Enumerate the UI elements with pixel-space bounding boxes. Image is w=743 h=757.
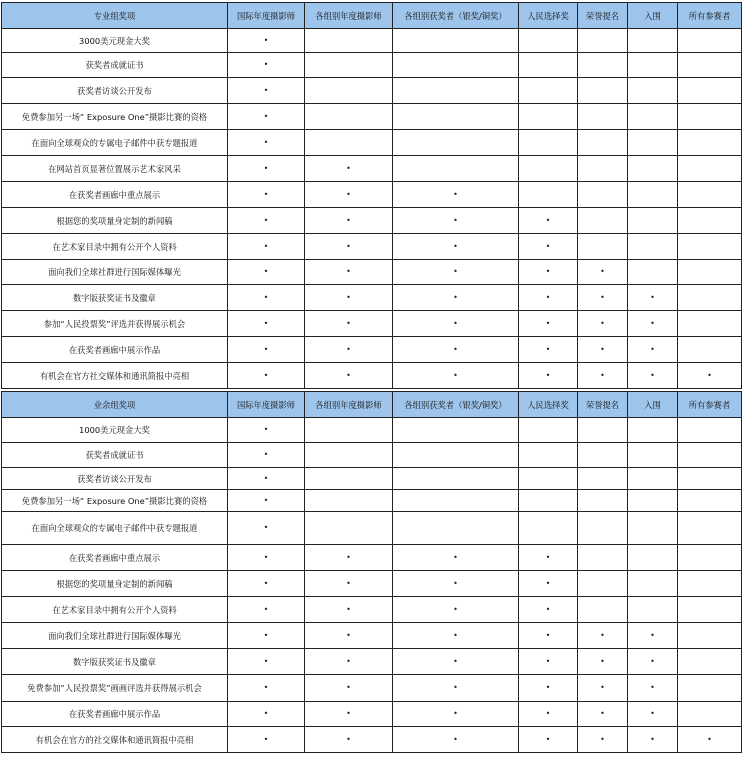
included-mark: •	[228, 418, 305, 443]
table-row	[2, 130, 742, 156]
empty-cell	[628, 571, 678, 597]
empty-cell	[305, 443, 393, 468]
empty-cell	[628, 156, 678, 182]
included-mark: •	[305, 727, 393, 753]
included-mark: •	[628, 337, 678, 363]
included-mark: •	[393, 727, 519, 753]
benefit-label: 在面向全球观众的专属电子邮件中获专题报道	[2, 130, 228, 156]
included-mark: •	[305, 182, 393, 208]
included-mark: •	[305, 337, 393, 363]
empty-cell	[393, 468, 519, 490]
included-mark: •	[228, 623, 305, 649]
empty-cell	[519, 182, 578, 208]
included-mark: •	[228, 597, 305, 623]
table-row	[2, 311, 742, 337]
included-mark: •	[228, 702, 305, 727]
included-mark: •	[393, 675, 519, 702]
included-mark: •	[305, 702, 393, 727]
included-mark: •	[228, 727, 305, 753]
included-mark: •	[228, 208, 305, 234]
included-mark: •	[628, 285, 678, 311]
empty-cell	[519, 418, 578, 443]
benefit-label: 根据您的奖项量身定制的新闻稿	[2, 208, 228, 234]
included-mark: •	[519, 363, 578, 389]
empty-cell	[678, 545, 742, 571]
included-mark: •	[519, 208, 578, 234]
table-row	[2, 727, 742, 753]
column-header-4: 人民选择奖	[519, 3, 578, 29]
benefit-label: 在面向全球观众的专属电子邮件中获专题报道	[2, 512, 228, 545]
included-mark: •	[393, 623, 519, 649]
benefit-label: 在艺术家目录中拥有公开个人资料	[2, 597, 228, 623]
benefit-label: 面向我们全球社群进行国际媒体曝光	[2, 623, 228, 649]
empty-cell	[628, 597, 678, 623]
benefit-label: 有机会在官方社交媒体和通讯简报中亮相	[2, 363, 228, 389]
benefit-label: 获奖者访谈公开发布	[2, 78, 228, 104]
benefit-label: 获奖者成就证书	[2, 53, 228, 78]
included-mark: •	[393, 260, 519, 285]
professional-header-row	[2, 3, 742, 29]
empty-cell	[678, 234, 742, 260]
empty-cell	[305, 104, 393, 130]
included-mark: •	[305, 675, 393, 702]
empty-cell	[678, 53, 742, 78]
column-header-7: 所有参赛者	[678, 3, 742, 29]
empty-cell	[628, 468, 678, 490]
empty-cell	[678, 260, 742, 285]
included-mark: •	[393, 649, 519, 675]
empty-cell	[393, 53, 519, 78]
empty-cell	[578, 545, 628, 571]
included-mark: •	[628, 363, 678, 389]
included-mark: •	[228, 285, 305, 311]
included-mark: •	[519, 675, 578, 702]
included-mark: •	[519, 337, 578, 363]
included-mark: •	[393, 702, 519, 727]
empty-cell	[393, 78, 519, 104]
included-mark: •	[628, 675, 678, 702]
table-row	[2, 571, 742, 597]
empty-cell	[678, 182, 742, 208]
table-row	[2, 623, 742, 649]
included-mark: •	[228, 337, 305, 363]
empty-cell	[578, 130, 628, 156]
column-header-6: 入围	[628, 392, 678, 418]
table-row	[2, 29, 742, 53]
amateur-section-title: 业余组奖项	[2, 392, 228, 418]
included-mark: •	[628, 649, 678, 675]
table-row	[2, 234, 742, 260]
empty-cell	[393, 418, 519, 443]
empty-cell	[519, 443, 578, 468]
empty-cell	[678, 29, 742, 53]
included-mark: •	[678, 727, 742, 753]
included-mark: •	[228, 182, 305, 208]
table-row	[2, 649, 742, 675]
empty-cell	[393, 156, 519, 182]
empty-cell	[305, 512, 393, 545]
column-header-5: 荣誉提名	[578, 3, 628, 29]
empty-cell	[628, 130, 678, 156]
empty-cell	[678, 418, 742, 443]
table-row	[2, 468, 742, 490]
empty-cell	[305, 130, 393, 156]
included-mark: •	[393, 363, 519, 389]
table-row	[2, 490, 742, 512]
empty-cell	[578, 208, 628, 234]
empty-cell	[678, 571, 742, 597]
empty-cell	[519, 78, 578, 104]
included-mark: •	[519, 597, 578, 623]
included-mark: •	[228, 490, 305, 512]
benefit-label: 在网站首页显著位置展示艺术家风采	[2, 156, 228, 182]
included-mark: •	[519, 702, 578, 727]
included-mark: •	[578, 285, 628, 311]
included-mark: •	[393, 571, 519, 597]
benefit-label: 在获奖者画廊中重点展示	[2, 182, 228, 208]
benefit-label: 在获奖者画廊中重点展示	[2, 545, 228, 571]
empty-cell	[628, 104, 678, 130]
included-mark: •	[393, 285, 519, 311]
included-mark: •	[228, 649, 305, 675]
benefit-label: 面向我们全球社群进行国际媒体曝光	[2, 260, 228, 285]
empty-cell	[519, 156, 578, 182]
table-row	[2, 182, 742, 208]
column-header-4: 人民选择奖	[519, 392, 578, 418]
benefit-label: 1000美元现金大奖	[2, 418, 228, 443]
column-header-3: 各组别获奖者（银奖/铜奖）	[393, 3, 519, 29]
included-mark: •	[578, 260, 628, 285]
benefit-label: 根据您的奖项量身定制的新闻稿	[2, 571, 228, 597]
empty-cell	[678, 512, 742, 545]
empty-cell	[678, 443, 742, 468]
included-mark: •	[519, 234, 578, 260]
empty-cell	[578, 512, 628, 545]
included-mark: •	[393, 545, 519, 571]
table-row	[2, 597, 742, 623]
included-mark: •	[519, 260, 578, 285]
empty-cell	[628, 234, 678, 260]
table-row	[2, 53, 742, 78]
included-mark: •	[305, 156, 393, 182]
empty-cell	[305, 78, 393, 104]
empty-cell	[578, 571, 628, 597]
included-mark: •	[228, 363, 305, 389]
benefit-label: 参加“人民投票奖”评选并获得展示机会	[2, 311, 228, 337]
included-mark: •	[228, 675, 305, 702]
empty-cell	[628, 490, 678, 512]
empty-cell	[578, 597, 628, 623]
empty-cell	[678, 468, 742, 490]
empty-cell	[393, 443, 519, 468]
benefit-label: 数字版获奖证书及徽章	[2, 285, 228, 311]
empty-cell	[678, 675, 742, 702]
included-mark: •	[305, 597, 393, 623]
empty-cell	[578, 443, 628, 468]
empty-cell	[678, 702, 742, 727]
included-mark: •	[628, 623, 678, 649]
included-mark: •	[678, 363, 742, 389]
benefit-label: 获奖者成就证书	[2, 443, 228, 468]
included-mark: •	[578, 311, 628, 337]
professional-section-title: 专业组奖项	[2, 3, 228, 29]
included-mark: •	[228, 571, 305, 597]
table-row	[2, 512, 742, 545]
included-mark: •	[393, 182, 519, 208]
empty-cell	[578, 182, 628, 208]
included-mark: •	[228, 545, 305, 571]
table-row	[2, 675, 742, 702]
benefit-label: 免费参加另一场“ Exposure One”摄影比赛的资格	[2, 490, 228, 512]
empty-cell	[678, 208, 742, 234]
column-header-1: 国际年度摄影师	[228, 3, 305, 29]
empty-cell	[678, 623, 742, 649]
included-mark: •	[628, 727, 678, 753]
benefit-label: 免费参加另一场“ Exposure One”摄影比赛的资格	[2, 104, 228, 130]
included-mark: •	[578, 363, 628, 389]
table-row	[2, 208, 742, 234]
included-mark: •	[228, 468, 305, 490]
empty-cell	[678, 78, 742, 104]
included-mark: •	[228, 512, 305, 545]
table-row	[2, 337, 742, 363]
empty-cell	[578, 29, 628, 53]
empty-cell	[519, 29, 578, 53]
empty-cell	[393, 29, 519, 53]
empty-cell	[678, 490, 742, 512]
empty-cell	[628, 53, 678, 78]
included-mark: •	[228, 311, 305, 337]
empty-cell	[628, 29, 678, 53]
included-mark: •	[305, 311, 393, 337]
included-mark: •	[519, 311, 578, 337]
empty-cell	[578, 53, 628, 78]
empty-cell	[678, 337, 742, 363]
empty-cell	[393, 104, 519, 130]
column-header-3: 各组别获奖者（银奖/铜奖）	[393, 392, 519, 418]
included-mark: •	[228, 156, 305, 182]
included-mark: •	[228, 29, 305, 53]
empty-cell	[578, 156, 628, 182]
empty-cell	[578, 490, 628, 512]
empty-cell	[578, 78, 628, 104]
included-mark: •	[305, 208, 393, 234]
empty-cell	[519, 468, 578, 490]
included-mark: •	[578, 727, 628, 753]
included-mark: •	[305, 285, 393, 311]
empty-cell	[305, 468, 393, 490]
empty-cell	[393, 512, 519, 545]
included-mark: •	[228, 104, 305, 130]
empty-cell	[678, 311, 742, 337]
benefit-label: 免费参加“人民投票奖”画画评选并获得展示机会	[2, 675, 228, 702]
table-row	[2, 78, 742, 104]
table-row	[2, 104, 742, 130]
benefit-label: 有机会在官方的社交媒体和通讯简报中亮相	[2, 727, 228, 753]
included-mark: •	[228, 443, 305, 468]
included-mark: •	[519, 623, 578, 649]
empty-cell	[678, 130, 742, 156]
included-mark: •	[393, 234, 519, 260]
column-header-1: 国际年度摄影师	[228, 392, 305, 418]
empty-cell	[519, 512, 578, 545]
empty-cell	[628, 78, 678, 104]
included-mark: •	[519, 545, 578, 571]
table-row	[2, 545, 742, 571]
empty-cell	[628, 418, 678, 443]
amateur-header-row	[2, 392, 742, 418]
empty-cell	[628, 182, 678, 208]
empty-cell	[628, 512, 678, 545]
empty-cell	[678, 285, 742, 311]
empty-cell	[578, 104, 628, 130]
table-row	[2, 260, 742, 285]
column-header-7: 所有参赛者	[678, 392, 742, 418]
included-mark: •	[393, 311, 519, 337]
table-row	[2, 702, 742, 727]
included-mark: •	[228, 78, 305, 104]
empty-cell	[628, 208, 678, 234]
benefit-label: 在获奖者画廊中展示作品	[2, 702, 228, 727]
included-mark: •	[228, 53, 305, 78]
empty-cell	[305, 490, 393, 512]
benefit-label: 在获奖者画廊中展示作品	[2, 337, 228, 363]
empty-cell	[578, 234, 628, 260]
included-mark: •	[305, 363, 393, 389]
empty-cell	[678, 156, 742, 182]
included-mark: •	[578, 649, 628, 675]
benefit-label: 3000美元现金大奖	[2, 29, 228, 53]
empty-cell	[678, 649, 742, 675]
empty-cell	[519, 53, 578, 78]
included-mark: •	[228, 260, 305, 285]
empty-cell	[628, 545, 678, 571]
included-mark: •	[305, 234, 393, 260]
included-mark: •	[305, 260, 393, 285]
empty-cell	[519, 130, 578, 156]
column-header-2: 各组别年度摄影师	[305, 392, 393, 418]
included-mark: •	[578, 337, 628, 363]
empty-cell	[305, 29, 393, 53]
empty-cell	[305, 418, 393, 443]
empty-cell	[678, 597, 742, 623]
included-mark: •	[578, 675, 628, 702]
benefit-label: 在艺术家目录中拥有公开个人资料	[2, 234, 228, 260]
included-mark: •	[393, 337, 519, 363]
included-mark: •	[519, 649, 578, 675]
benefit-label: 获奖者访谈公开发布	[2, 468, 228, 490]
included-mark: •	[393, 597, 519, 623]
included-mark: •	[578, 623, 628, 649]
table-row	[2, 443, 742, 468]
included-mark: •	[228, 234, 305, 260]
empty-cell	[305, 53, 393, 78]
included-mark: •	[628, 702, 678, 727]
table-row	[2, 285, 742, 311]
professional-awards-table	[1, 2, 742, 389]
empty-cell	[519, 104, 578, 130]
column-header-2: 各组别年度摄影师	[305, 3, 393, 29]
amateur-awards-table	[1, 391, 742, 753]
empty-cell	[628, 443, 678, 468]
empty-cell	[519, 490, 578, 512]
table-row	[2, 418, 742, 443]
included-mark: •	[305, 649, 393, 675]
included-mark: •	[578, 702, 628, 727]
table-row	[2, 363, 742, 389]
column-header-6: 入围	[628, 3, 678, 29]
empty-cell	[393, 130, 519, 156]
column-header-5: 荣誉提名	[578, 392, 628, 418]
empty-cell	[578, 468, 628, 490]
empty-cell	[393, 490, 519, 512]
empty-cell	[678, 104, 742, 130]
included-mark: •	[228, 130, 305, 156]
included-mark: •	[305, 545, 393, 571]
benefit-label: 数字版获奖证书及徽章	[2, 649, 228, 675]
empty-cell	[628, 260, 678, 285]
included-mark: •	[519, 571, 578, 597]
included-mark: •	[519, 727, 578, 753]
included-mark: •	[305, 571, 393, 597]
included-mark: •	[393, 208, 519, 234]
included-mark: •	[628, 311, 678, 337]
table-row	[2, 156, 742, 182]
included-mark: •	[519, 285, 578, 311]
empty-cell	[578, 418, 628, 443]
included-mark: •	[305, 623, 393, 649]
